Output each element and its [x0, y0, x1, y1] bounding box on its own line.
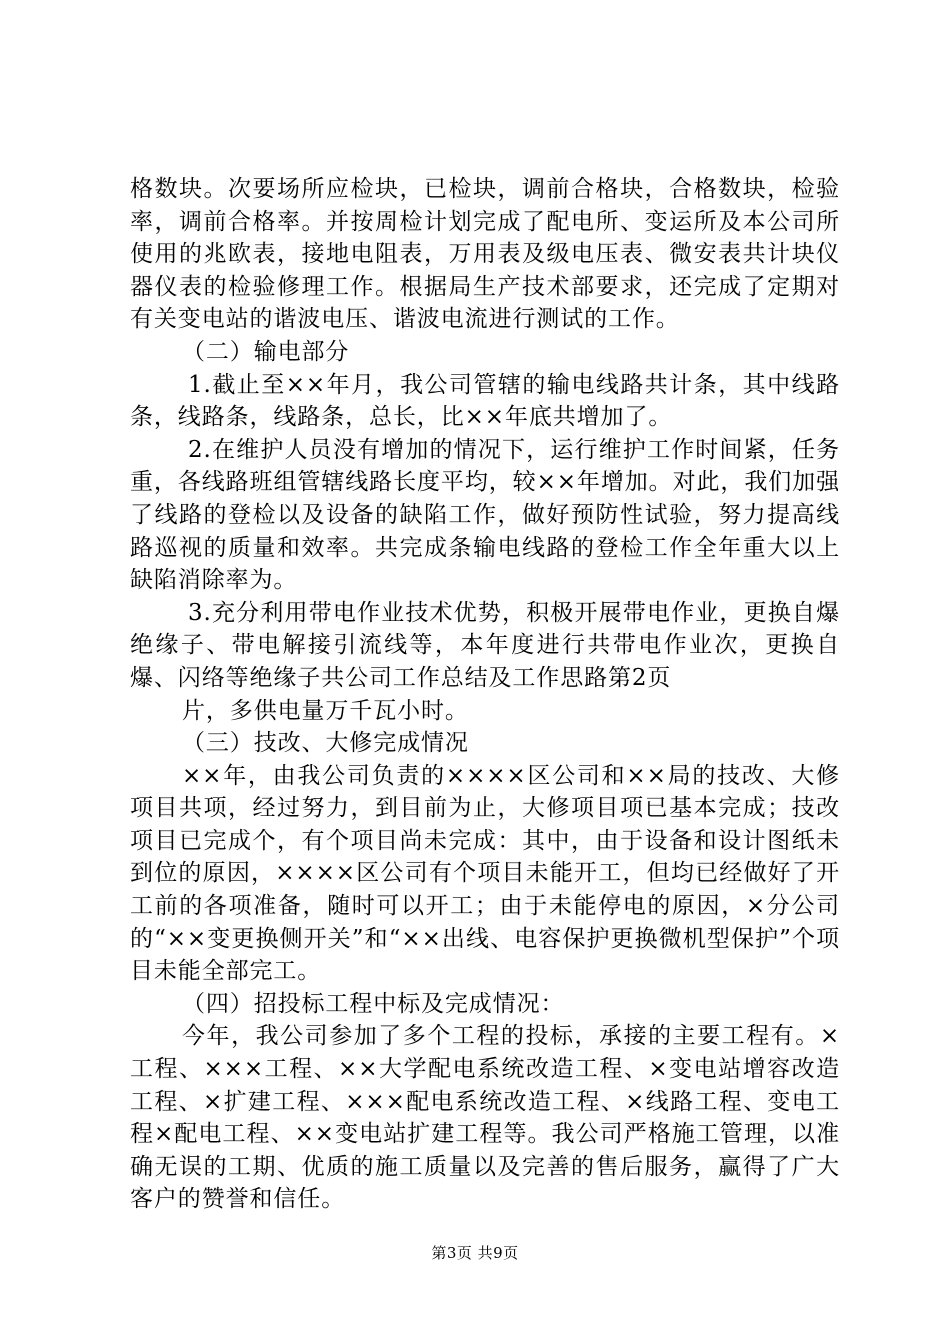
- section-heading-transmission: （二）输电部分: [182, 338, 350, 365]
- section-heading-overhaul: （三）技改、大修完成情况: [182, 730, 469, 757]
- paragraph-transmission-1: 1.截止至××年月，我公司管辖的输电线路共计条，其中线路条，线路条，线路条，总长，比××年底共增加了。: [130, 371, 840, 431]
- paragraph-continued-inspection: 格数块。次要场所应检块，已检块，调前合格块，合格数块，检验率，调前合格率。并按周检计划完成了配电所、变运所及本公司所使用的兆欧表，接地电阻表，万用表及级电压表、微安表共计块仪器仪表的检验修理工作。根据局生产技术部要求，还完成了定期对有关变电站的谐波电压、谐波电流进行测试的工作。: [130, 176, 840, 333]
- paragraph-transmission-3: 3.充分利用带电作业技术优势，积极开展带电作业，更换自爆绝缘子、带电解接引流线等，本年度进行共带电作业次，更换自爆、闪络等绝缘子共公司工作总结及工作思路第2页: [130, 599, 840, 691]
- section-heading-bidding: （四）招投标工程中标及完成情况：: [182, 990, 565, 1017]
- document-body: [130, 173, 840, 1216]
- paragraph-overhaul: ××年，由我公司负责的××××区公司和××局的技改、大修项目共项，经过努力，到目前为止，大修项目项已基本完成；技改项目已完成个，有个项目尚未完成：其中，由于设备和设计图纸未到位的原因，××××区公司有个项目未能开工，但均已经做好了开工前的各项准备，随时可以开工；由于未能停电的原因，×分公司的“××变更换侧开关”和“××出线、电容保护更换微机型保护”个项目未能全部完工。: [130, 762, 840, 985]
- paragraph-transmission-2: 2.在维护人员没有增加的情况下，运行维护工作时间紧，任务重，各线路班组管辖线路长度平均，较××年增加。对此，我们加强了线路的登检以及设备的缺陷工作，做好预防性试验，努力提高线路巡视的质量和效率。共完成条输电线路的登检工作全年重大以上缺陷消除率为。: [130, 436, 840, 594]
- page-number-footer: 第3页 共9页: [431, 1244, 519, 1262]
- paragraph-bidding: 今年，我公司参加了多个工程的投标，承接的主要工程有。×工程、×××工程、××大学配电系统改造工程、×变电站增容改造工程、×扩建工程、×××配电系统改造工程、×线路工程、变电工程×配电工程、××变电站扩建工程等。我公司严格施工管理，以准确无误的工期、优质的施工质量以及完善的售后服务，赢得了广大客户的赞誉和信任。: [130, 1023, 840, 1213]
- paragraph-transmission-3-cont: 片，多供电量万千瓦小时。: [182, 697, 469, 724]
